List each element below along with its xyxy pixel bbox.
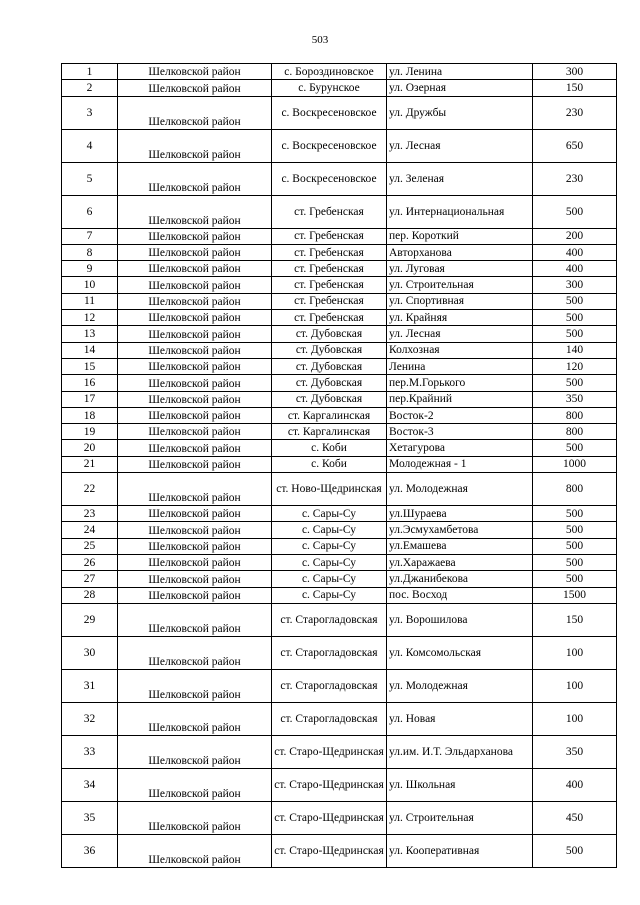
settlement-cell: ст. Гребенская [272,261,387,277]
district-cell: Шелковской район [118,702,272,735]
district-cell: Шелковской район [118,768,272,801]
row-number-cell: 32 [62,702,118,735]
quantity-cell: 1500 [533,587,617,603]
row-number-cell: 23 [62,506,118,522]
table-row [62,702,617,735]
street-cell: Колхозная [387,342,533,358]
district-cell: Шелковской район [118,571,272,587]
settlement-cell: ст. Каргалинская [272,424,387,440]
settlement-cell: ст. Дубовская [272,391,387,407]
street-cell: ул. Молодежная [387,669,533,702]
street-cell: ул. Лесная [387,326,533,342]
street-cell: Ленина [387,358,533,374]
district-cell: Шелковской район [118,554,272,570]
quantity-cell: 230 [533,96,617,129]
settlement-cell: ст. Старо-Щедринская [272,768,387,801]
street-cell: пос. Восход [387,587,533,603]
settlement-cell: ст. Старо-Щедринская [272,834,387,867]
street-cell: пер.М.Горького [387,375,533,391]
quantity-cell: 1000 [533,456,617,472]
street-cell: ул. Кооперативная [387,834,533,867]
street-cell: ул. Строительная [387,801,533,834]
settlement-cell: ст. Гребенская [272,277,387,293]
table-row [62,391,617,407]
table-row [62,456,617,472]
row-number-cell: 21 [62,456,118,472]
row-number-cell: 20 [62,440,118,456]
table-row [62,424,617,440]
table-row [62,129,617,162]
settlement-cell: ст. Гребенская [272,310,387,326]
street-cell: ул. Озерная [387,80,533,96]
quantity-cell: 140 [533,342,617,358]
district-cell: Шелковской район [118,358,272,374]
street-cell: Авторханова [387,244,533,260]
district-cell: Шелковской район [118,375,272,391]
row-number-cell: 14 [62,342,118,358]
settlement-cell: ст. Каргалинская [272,407,387,423]
street-cell: ул. Строительная [387,277,533,293]
quantity-cell: 400 [533,768,617,801]
district-cell: Шелковской район [118,64,272,80]
quantity-cell: 800 [533,407,617,423]
street-cell: ул. Ленина [387,64,533,80]
district-cell: Шелковской район [118,326,272,342]
settlement-cell: с. Сары-Су [272,522,387,538]
street-cell: ул. Спортивная [387,293,533,309]
district-cell: Шелковской район [118,538,272,554]
quantity-cell: 500 [533,375,617,391]
quantity-cell: 300 [533,277,617,293]
quantity-cell: 500 [533,506,617,522]
district-cell: Шелковской район [118,129,272,162]
street-cell: ул.им. И.Т. Эльдарханова [387,735,533,768]
row-number-cell: 18 [62,407,118,423]
street-cell: ул. Интернациональная [387,195,533,228]
table-row [62,768,617,801]
table-row [62,669,617,702]
district-cell: Шелковской район [118,801,272,834]
quantity-cell: 500 [533,195,617,228]
settlement-cell: ст. Гребенская [272,195,387,228]
settlement-cell: с. Сары-Су [272,506,387,522]
table-row [62,244,617,260]
row-number-cell: 5 [62,162,118,195]
street-cell: ул. Луговая [387,261,533,277]
district-cell: Шелковской район [118,669,272,702]
table-body [62,64,617,868]
street-cell: ул.Эсмухамбетова [387,522,533,538]
quantity-cell: 150 [533,80,617,96]
row-number-cell: 35 [62,801,118,834]
street-cell: ул. Зеленая [387,162,533,195]
district-cell: Шелковской район [118,277,272,293]
row-number-cell: 15 [62,358,118,374]
street-cell: Восток-2 [387,407,533,423]
district-cell: Шелковской район [118,603,272,636]
quantity-cell: 500 [533,293,617,309]
table-row [62,834,617,867]
table-row [62,326,617,342]
settlement-cell: с. Сары-Су [272,587,387,603]
street-cell: пер.Крайний [387,391,533,407]
district-cell: Шелковской район [118,293,272,309]
district-cell: Шелковской район [118,834,272,867]
district-cell: Шелковской район [118,440,272,456]
table-row [62,587,617,603]
district-cell: Шелковской район [118,342,272,358]
settlement-cell: с. Коби [272,440,387,456]
settlement-cell: ст. Старо-Щедринская [272,801,387,834]
quantity-cell: 500 [533,522,617,538]
street-cell: ул. Крайняя [387,310,533,326]
settlement-cell: ст. Гребенская [272,293,387,309]
row-number-cell: 22 [62,473,118,506]
row-number-cell: 10 [62,277,118,293]
row-number-cell: 3 [62,96,118,129]
quantity-cell: 500 [533,310,617,326]
street-cell: ул.Шураева [387,506,533,522]
table-row [62,375,617,391]
table-row [62,735,617,768]
quantity-cell: 100 [533,669,617,702]
district-cell: Шелковской район [118,244,272,260]
district-cell: Шелковской район [118,391,272,407]
row-number-cell: 7 [62,228,118,244]
quantity-cell: 120 [533,358,617,374]
settlement-cell: с. Коби [272,456,387,472]
street-cell: ул. Лесная [387,129,533,162]
settlement-cell: с. Сары-Су [272,571,387,587]
table-row [62,554,617,570]
table-row [62,228,617,244]
table-row [62,80,617,96]
settlement-cell: ст. Ново-Щедринская [272,473,387,506]
row-number-cell: 9 [62,261,118,277]
district-cell: Шелковской район [118,195,272,228]
settlement-cell: ст. Старогладовская [272,603,387,636]
settlement-cell: с. Сары-Су [272,554,387,570]
settlement-cell: ст. Дубовская [272,326,387,342]
row-number-cell: 25 [62,538,118,554]
settlement-cell: ст. Старо-Щедринская [272,735,387,768]
street-cell: Молодежная - 1 [387,456,533,472]
row-number-cell: 8 [62,244,118,260]
quantity-cell: 450 [533,801,617,834]
quantity-cell: 500 [533,440,617,456]
street-cell: ул. Школьная [387,768,533,801]
settlement-cell: с. Сары-Су [272,538,387,554]
row-number-cell: 11 [62,293,118,309]
table-row [62,506,617,522]
page-number: 503 [311,34,329,46]
table-row [62,636,617,669]
street-cell: пер. Короткий [387,228,533,244]
street-cell: ул. Дружбы [387,96,533,129]
quantity-cell: 100 [533,636,617,669]
district-cell: Шелковской район [118,407,272,423]
quantity-cell: 500 [533,326,617,342]
row-number-cell: 27 [62,571,118,587]
district-cell: Шелковской район [118,228,272,244]
table-row [62,162,617,195]
quantity-cell: 500 [533,834,617,867]
row-number-cell: 13 [62,326,118,342]
table-row [62,522,617,538]
table-row [62,261,617,277]
district-cell: Шелковской район [118,587,272,603]
settlement-cell: ст. Гребенская [272,228,387,244]
quantity-cell: 350 [533,391,617,407]
street-cell: ул.Емашева [387,538,533,554]
data-table [61,63,617,868]
table-row [62,571,617,587]
street-cell: ул. Новая [387,702,533,735]
table-row [62,96,617,129]
quantity-cell: 350 [533,735,617,768]
settlement-cell: с. Воскресеновское [272,129,387,162]
district-cell: Шелковской район [118,80,272,96]
row-number-cell: 34 [62,768,118,801]
table-row [62,195,617,228]
quantity-cell: 400 [533,244,617,260]
street-cell: ул.Харажаева [387,554,533,570]
district-cell: Шелковской район [118,522,272,538]
table-row [62,358,617,374]
row-number-cell: 1 [62,64,118,80]
row-number-cell: 19 [62,424,118,440]
quantity-cell: 650 [533,129,617,162]
street-cell: ул. Молодежная [387,473,533,506]
settlement-cell: с. Бурунское [272,80,387,96]
district-cell: Шелковской район [118,261,272,277]
table-row [62,342,617,358]
district-cell: Шелковской район [118,506,272,522]
quantity-cell: 150 [533,603,617,636]
row-number-cell: 4 [62,129,118,162]
street-cell: ул. Ворошилова [387,603,533,636]
district-cell: Шелковской район [118,162,272,195]
row-number-cell: 30 [62,636,118,669]
row-number-cell: 26 [62,554,118,570]
table-row [62,603,617,636]
table-row [62,473,617,506]
table-row [62,310,617,326]
row-number-cell: 28 [62,587,118,603]
district-cell: Шелковской район [118,456,272,472]
table-row [62,64,617,80]
quantity-cell: 100 [533,702,617,735]
table-row [62,801,617,834]
settlement-cell: с. Воскресеновское [272,162,387,195]
row-number-cell: 24 [62,522,118,538]
quantity-cell: 400 [533,261,617,277]
table-row [62,277,617,293]
street-cell: Восток-3 [387,424,533,440]
quantity-cell: 500 [533,571,617,587]
quantity-cell: 500 [533,554,617,570]
row-number-cell: 33 [62,735,118,768]
row-number-cell: 29 [62,603,118,636]
quantity-cell: 300 [533,64,617,80]
quantity-cell: 230 [533,162,617,195]
table-row [62,538,617,554]
quantity-cell: 500 [533,538,617,554]
settlement-cell: ст. Старогладовская [272,669,387,702]
row-number-cell: 2 [62,80,118,96]
settlement-cell: ст. Дубовская [272,342,387,358]
street-cell: ул.Джанибекова [387,571,533,587]
quantity-cell: 200 [533,228,617,244]
table-row [62,407,617,423]
settlement-cell: ст. Старогладовская [272,636,387,669]
quantity-cell: 800 [533,473,617,506]
street-cell: ул. Комсомольская [387,636,533,669]
settlement-cell: с. Воскресеновское [272,96,387,129]
settlement-cell: ст. Дубовская [272,358,387,374]
district-cell: Шелковской район [118,473,272,506]
street-cell: Хетагурова [387,440,533,456]
quantity-cell: 800 [533,424,617,440]
district-cell: Шелковской район [118,636,272,669]
row-number-cell: 17 [62,391,118,407]
district-cell: Шелковской район [118,424,272,440]
district-cell: Шелковской район [118,735,272,768]
table-row [62,440,617,456]
row-number-cell: 6 [62,195,118,228]
settlement-cell: ст. Гребенская [272,244,387,260]
settlement-cell: с. Бороздиновское [272,64,387,80]
row-number-cell: 31 [62,669,118,702]
table-row [62,293,617,309]
row-number-cell: 36 [62,834,118,867]
district-cell: Шелковской район [118,310,272,326]
row-number-cell: 16 [62,375,118,391]
settlement-cell: ст. Дубовская [272,375,387,391]
settlement-cell: ст. Старогладовская [272,702,387,735]
district-cell: Шелковской район [118,96,272,129]
row-number-cell: 12 [62,310,118,326]
